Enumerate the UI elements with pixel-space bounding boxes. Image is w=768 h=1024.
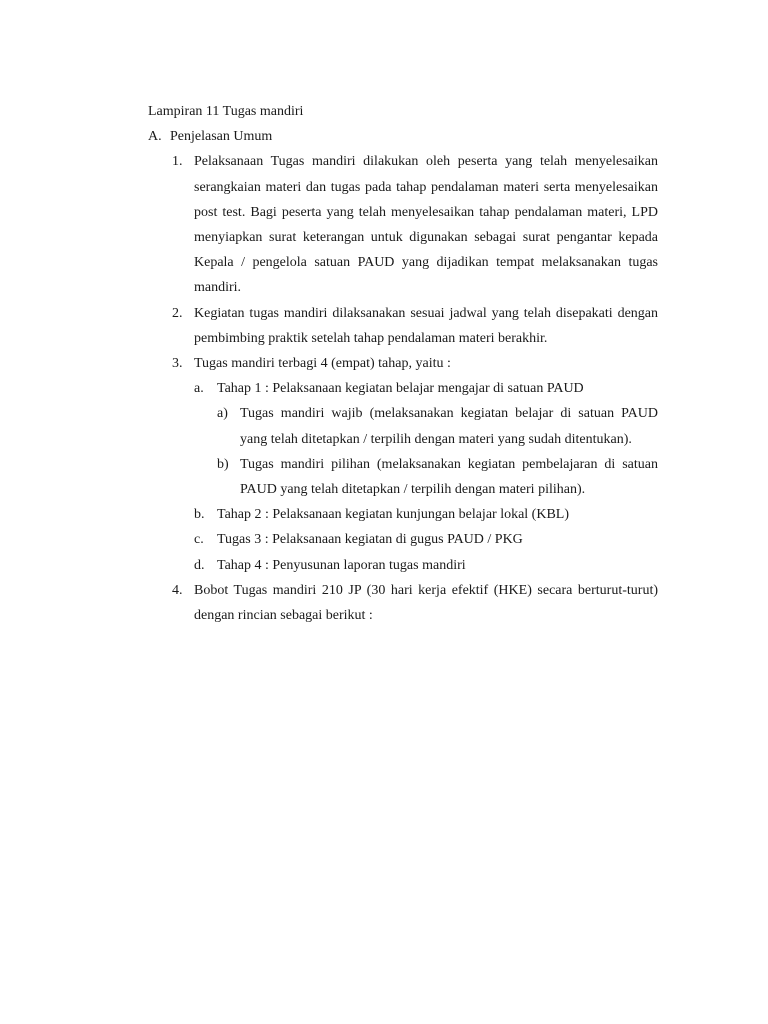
list-item-number: 3. [172, 356, 183, 372]
nested-list [217, 401, 658, 502]
sub-list-item-letter: c. [194, 532, 204, 548]
sub-list-item-text: Tahap 2 : Pelaksanaan kegiatan kunjungan belajar lokal (KBL) [217, 507, 570, 523]
list-item-text: Kegiatan tugas mandiri dilaksanakan sesuai jadwal yang telah disepakati dengan pembimbing praktik setelah tahap pendalaman materi berakhir. [194, 305, 658, 346]
list-item [172, 149, 658, 300]
sub-list-item [194, 553, 658, 578]
list-item [172, 578, 658, 628]
nested-list-item-marker: b) [217, 456, 229, 472]
section-heading [148, 124, 658, 149]
list-item-number: 4. [172, 582, 183, 598]
document-title: Lampiran 11 Tugas mandiri [148, 104, 304, 119]
sub-list-item-letter: d. [194, 557, 205, 573]
sub-list-item-letter: a. [194, 381, 204, 397]
nested-list-item-text: Tugas mandiri wajib (melaksanakan kegiatan belajar di satuan PAUD yang telah ditetapkan / terpilih dengan materi yang sudah ditentukan). [240, 406, 658, 447]
list-item-text: Pelaksanaan Tugas mandiri dilakukan oleh peserta yang telah menyelesaikan serangkaian materi dan tugas pada tahap pendalaman materi serta menyelesaikan post test. Bagi peserta yang telah menyelesaikan tahap pendalaman materi, LPD menyiapkan surat keterangan untuk digunakan sebagai surat pengantar kepada Kepala / pengelola satuan PAUD yang dijadikan tempat melaksanakan tugas mandiri. [194, 154, 658, 296]
list-item-number: 1. [172, 154, 183, 170]
sub-list-item-text: Tugas 3 : Pelaksanaan kegiatan di gugus PAUD / PKG [217, 532, 523, 548]
list-item-number: 2. [172, 305, 183, 321]
list-item-text: Bobot Tugas mandiri 210 JP (30 hari kerja efektif (HKE) secara berturut-turut) dengan rincian sebagai berikut : [194, 582, 658, 624]
sub-list-item [194, 376, 658, 502]
sub-list-item-letter: b. [194, 507, 205, 523]
nested-list-item-text: Tugas mandiri pilihan (melaksanakan kegiatan pembelajaran di satuan PAUD yang telah ditetapkan / terpilih dengan materi pilihan). [240, 456, 658, 498]
nested-list-item [217, 401, 658, 451]
lettered-list [194, 376, 658, 578]
list-item [172, 351, 658, 578]
nested-list-item [217, 452, 658, 502]
numbered-list [148, 149, 658, 628]
section-marker: A. [148, 129, 162, 145]
sub-list-item-text: Tahap 4 : Penyusunan laporan tugas mandiri [217, 557, 466, 573]
sub-list-item-body [217, 376, 658, 502]
section-heading-text: Penjelasan Umum [170, 129, 273, 145]
list-item [172, 301, 658, 351]
sub-list-item [194, 527, 658, 552]
document-page [148, 99, 658, 628]
list-item-text: Tugas mandiri terbagi 4 (empat) tahap, yaitu : [194, 356, 451, 372]
list-item-body [194, 351, 658, 578]
nested-list-item-marker: a) [217, 406, 228, 422]
sub-list-item [194, 502, 658, 527]
sub-list-item-text: Tahap 1 : Pelaksanaan kegiatan belajar mengajar di satuan PAUD [217, 381, 584, 397]
